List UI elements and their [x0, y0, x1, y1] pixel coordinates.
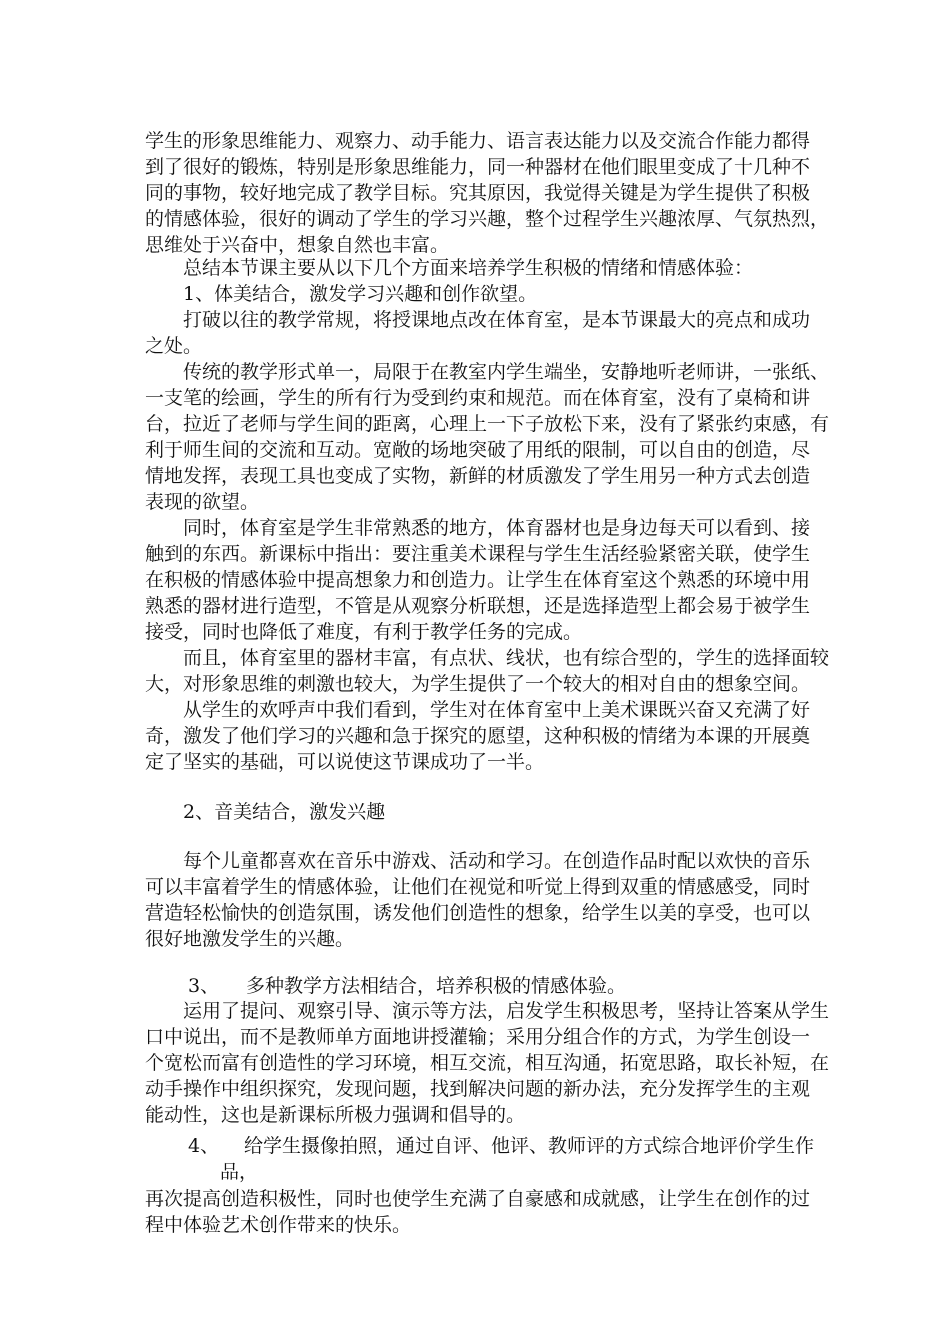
section-heading-4: 给学生摄像拍照，通过自评、他评、教师评的方式综合地评价学生作: [244, 1135, 815, 1157]
paragraph-line: 营造轻松愉快的创造氛围，诱发他们创造性的想象，给学生以美的享受，也可以: [145, 902, 811, 924]
paragraph-line: 很好地激发学生的兴趣。: [145, 928, 355, 950]
section-number-4: 4、: [188, 1135, 220, 1157]
paragraph-line: 思维处于兴奋中，想象自然也丰富。: [145, 234, 450, 256]
section-number-3: 3、: [188, 975, 220, 997]
paragraph-line: 同的事物，较好地完成了教学目标。究其原因，我觉得关键是为学生提供了积极: [145, 182, 811, 204]
paragraph-line: 传统的教学形式单一，局限于在教室内学生端坐，安静地听老师讲，一张纸、: [183, 361, 830, 383]
paragraph-line: 再次提高创造积极性，同时也使学生充满了自豪感和成就感，让学生在创作的过: [145, 1188, 811, 1210]
paragraph-line: 每个儿童都喜欢在音乐中游戏、活动和学习。在创造作品时配以欢快的音乐: [183, 850, 811, 872]
paragraph-line: 到了很好的锻炼，特别是形象思维能力，同一种器材在他们眼里变成了十几种不: [145, 156, 811, 178]
paragraph-line: 学生的形象思维能力、观察力、动手能力、语言表达能力以及交流合作能力都得: [145, 130, 811, 152]
paragraph-line: 而且，体育室里的器材丰富，有点状、线状，也有综合型的，学生的选择面较: [183, 647, 830, 669]
paragraph-line: 打破以往的教学常规，将授课地点改在体育室，是本节课最大的亮点和成功: [183, 309, 811, 331]
section-heading-1: 1、体美结合，激发学习兴趣和创作欲望。: [183, 283, 538, 305]
paragraph-line: 利于师生间的交流和互动。宽敞的场地突破了用纸的限制，可以自由的创造，尽: [145, 439, 811, 461]
paragraph-line: 能动性，这也是新课标所极力强调和倡导的。: [145, 1104, 526, 1126]
paragraph-line: 定了坚实的基础，可以说使这节课成功了一半。: [145, 751, 545, 773]
paragraph-line: 之处。: [145, 335, 203, 357]
paragraph-line: 情地发挥，表现工具也变成了实物，新鲜的材质激发了学生用另一种方式去创造: [145, 465, 811, 487]
paragraph-line: 从学生的欢呼声中我们看到，学生对在体育室中上美术课既兴奋又充满了好: [183, 699, 811, 721]
paragraph-line: 在积极的情感体验中提高想象力和创造力。让学生在体育室这个熟悉的环境中用: [145, 569, 811, 591]
paragraph-line: 总结本节课主要从以下几个方面来培养学生积极的情绪和情感体验：: [183, 257, 754, 279]
paragraph-line: 触到的东西。新课标中指出：要注重美术课程与学生生活经验紧密关联，使学生: [145, 543, 811, 565]
paragraph-line: 奇，激发了他们学习的兴趣和急于探究的愿望，这种积极的情绪为本课的开展奠: [145, 725, 811, 747]
paragraph-line: 的情感体验，很好的调动了学生的学习兴趣，整个过程学生兴趣浓厚、气氛热烈，: [145, 208, 830, 230]
paragraph-line: 动手操作中组织探究，发现问题，找到解决问题的新办法，充分发挥学生的主观: [145, 1078, 811, 1100]
paragraph-line: 可以丰富着学生的情感体验，让他们在视觉和听觉上得到双重的情感感受，同时: [145, 876, 811, 898]
paragraph-line: 同时，体育室是学生非常熟悉的地方，体育器材也是身边每天可以看到、接: [183, 517, 811, 539]
section-heading-2: 2、音美结合，激发兴趣: [183, 801, 386, 823]
paragraph-line: 个宽松而富有创造性的学习环境，相互交流，相互沟通，拓宽思路，取长补短，在: [145, 1052, 830, 1074]
section-heading-3: 多种教学方法相结合，培养积极的情感体验。: [246, 975, 627, 997]
paragraph-line: 大，对形象思维的刺激也较大，为学生提供了一个较大的相对自由的想象空间。: [145, 673, 811, 695]
paragraph-line: 程中体验艺术创作带来的快乐。: [145, 1214, 412, 1236]
paragraph-line: 一支笔的绘画，学生的所有行为受到约束和规范。而在体育室，没有了桌椅和讲: [145, 387, 811, 409]
paragraph-line: 运用了提问、观察引导、演示等方法，启发学生积极思考，坚持让答案从学生: [183, 1000, 830, 1022]
paragraph-line: 口中说出，而不是教师单方面地讲授灌输；采用分组合作的方式，为学生创设一: [145, 1026, 811, 1048]
paragraph-line: 表现的欲望。: [145, 491, 260, 513]
section-heading-4-continued: 品，: [220, 1161, 259, 1183]
paragraph-line: 台，拉近了老师与学生间的距离，心理上一下子放松下来，没有了紧张约束感，有: [145, 413, 830, 435]
paragraph-line: 熟悉的器材进行造型，不管是从观察分析联想，还是选择造型上都会易于被学生: [145, 595, 811, 617]
paragraph-line: 接受，同时也降低了难度，有利于教学任务的完成。: [145, 621, 583, 643]
